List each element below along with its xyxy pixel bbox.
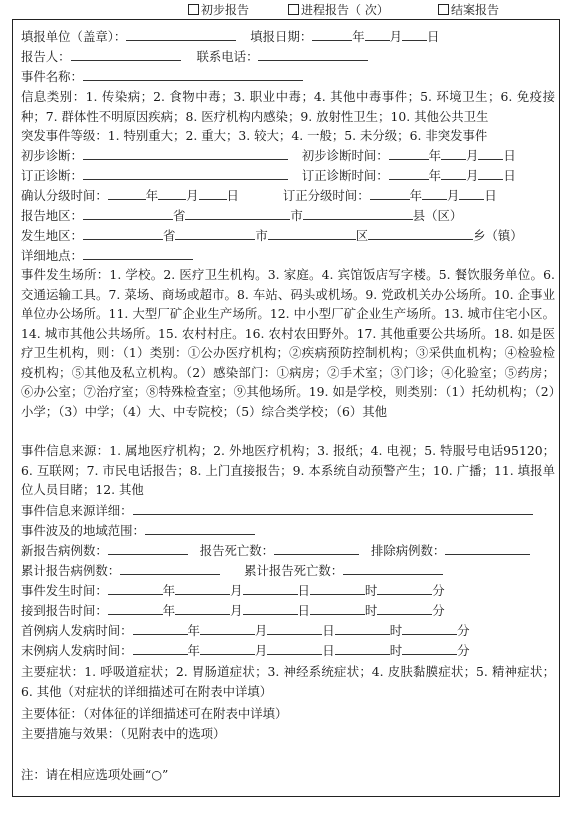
event-month[interactable]: [175, 584, 230, 595]
last-onset-day[interactable]: [267, 644, 322, 655]
phone-field[interactable]: [258, 50, 368, 61]
confirm-level-year[interactable]: [108, 189, 146, 200]
detail-address-field[interactable]: [83, 249, 193, 260]
row-area-scope: 事件波及的地域范围：: [21, 521, 555, 541]
revised-diagnosis-day[interactable]: [478, 169, 503, 180]
event-level: 突发事件等级：1. 特别重大；2. 重大；3. 较大；4. 一般；5. 未分级；6. 非突发事件: [21, 128, 488, 143]
info-category: 信息类别：1. 传染病；2. 食物中毒；3. 职业中毒；4. 其他中毒事件；5. 环境卫生；6. 免疫接种；7. 群体性不明原因疾病；8. 医疗机构内感染；9. 放射性卫生；10. 其他公共卫生: [21, 89, 555, 124]
initial-diagnosis-month[interactable]: [441, 149, 466, 160]
main-signs: 主要体征：（对体征的详细描述可在附表中详填）: [21, 706, 288, 721]
row-unit-date: 填报单位（盖章）： 填报日期： 年 月 日: [21, 29, 440, 44]
row-source-detail: 事件信息来源详细：: [21, 501, 555, 521]
row-last-onset: 末例病人发病时间： 年 月 日 时 分: [21, 643, 470, 658]
row-first-onset: 首例病人发病时间： 年 月 日 时 分: [21, 623, 470, 638]
fill-year-field[interactable]: [312, 30, 352, 41]
fill-month-field[interactable]: [365, 30, 390, 41]
received-year[interactable]: [108, 604, 163, 615]
received-month[interactable]: [175, 604, 230, 615]
confirm-level-month[interactable]: [158, 189, 186, 200]
initial-report-option[interactable]: 初步报告: [188, 1, 249, 18]
first-onset-hour[interactable]: [335, 624, 390, 635]
main-measures: 主要措施与效果：（见附表中的选项）: [21, 726, 226, 741]
event-name-field[interactable]: [83, 70, 303, 81]
event-place: 事件发生场所：1. 学校。2. 医疗卫生机构。3. 家庭。4. 宾馆饭店写字楼。5. 餐饮服务单位。6. 交通运输工具。7. 菜场、商场或超市。8. 车站、码头或机场。9. 党政机关办公场所。10. 企事业单位办公场所。11. 大型厂矿企业生产场所。12. 中小型厂矿企业生产场所。13. 城市住宅小区。14. 城市其他公共场所。15. 农村村庄。16. 农村农田野外。17. 其他重要公共场所。18. 如是医疗卫生机构，则：（1）类别：①公办医疗机构；②疾病预防控制机构；③采供血机构；④检验检疫机构；⑤其他及私立机构。（2）感染部门：①病房；②手术室；③门诊；④化验室；⑤药房；⑥办公室；⑦治疗室；⑧特殊检查室；⑨其他场所。19. 如是学校，则类别：（1）托幼机构；（2）小学；（3）中学；（4）大、中专院校；（5）综合类学校；（6）其他: [21, 267, 555, 419]
revised-diagnosis-field[interactable]: [83, 169, 288, 180]
new-deaths-field[interactable]: [274, 544, 359, 555]
checkbox-icon[interactable]: [188, 4, 199, 15]
row-detail-address: 详细地点：: [21, 246, 555, 266]
report-county-field[interactable]: [303, 209, 413, 220]
event-report-form: [12, 19, 560, 797]
phone-label: 联系电话：: [196, 49, 259, 64]
row-initial-diagnosis: 初步诊断： 初步诊断时间： 年 月 日: [21, 148, 516, 163]
confirm-level-day[interactable]: [199, 189, 227, 200]
info-source: 事件信息来源：1. 属地医疗机构；2. 外地医疗机构；3. 报纸；4. 电视；5. 特服号电话95120；6. 互联网；7. 市民电话报告；8. 上门直接报告；9. 本系统自动预警产生；10. 广播；11. 填报单位人员目睹；12. 其他: [21, 443, 555, 497]
excluded-cases-field[interactable]: [445, 544, 530, 555]
event-year[interactable]: [108, 584, 163, 595]
reporting-unit-label: 填报单位（盖章）：: [21, 29, 127, 44]
occur-township-field[interactable]: [368, 229, 473, 240]
initial-diagnosis-year[interactable]: [389, 149, 429, 160]
received-hour[interactable]: [310, 604, 365, 615]
row-reporter: [21, 47, 555, 67]
row-received-time: 接到报告时间： 年 月 日 时 分: [21, 603, 445, 618]
event-minute[interactable]: [377, 584, 432, 595]
final-report-option[interactable]: 结案报告: [438, 1, 499, 18]
footnote: 注：请在相应选项处画“○”: [21, 767, 169, 782]
last-onset-month[interactable]: [200, 644, 255, 655]
cum-cases-field[interactable]: [120, 564, 220, 575]
row-cumulative: 累计报告病例数： 累计报告死亡数：: [21, 561, 555, 581]
reporter-label: 报告人：: [21, 49, 71, 64]
first-onset-day[interactable]: [267, 624, 322, 635]
row-new-cases: 新报告病例数： 报告死亡数： 排除病例数：: [21, 541, 555, 561]
main-symptoms: 主要症状：1. 呼吸道症状；2. 胃肠道症状；3. 神经系统症状；4. 皮肤黏膜症状；5. 精神症状；6. 其他（对症状的详细描述可在附表中详填）: [21, 664, 555, 699]
event-day[interactable]: [243, 584, 298, 595]
received-day[interactable]: [243, 604, 298, 615]
revised-level-month[interactable]: [422, 189, 447, 200]
new-cases-field[interactable]: [108, 544, 188, 555]
revised-diagnosis-month[interactable]: [441, 169, 466, 180]
area-scope-field[interactable]: [145, 524, 255, 535]
occur-district-field[interactable]: [268, 229, 356, 240]
row-event-name: [21, 67, 555, 87]
last-onset-minute[interactable]: [402, 644, 457, 655]
row-level-times: 确认分级时间： 年 月 日 订正分级时间： 年 月 日: [21, 188, 497, 203]
last-onset-year[interactable]: [133, 644, 188, 655]
event-hour[interactable]: [310, 584, 365, 595]
report-type-options: [0, 0, 575, 18]
report-city-field[interactable]: [185, 209, 290, 220]
received-minute[interactable]: [377, 604, 432, 615]
cum-deaths-field[interactable]: [343, 564, 443, 575]
reporter-field[interactable]: [71, 50, 181, 61]
checkbox-icon[interactable]: [438, 4, 449, 15]
revised-diagnosis-year[interactable]: [389, 169, 429, 180]
checkbox-icon[interactable]: [288, 4, 299, 15]
occur-city-field[interactable]: [175, 229, 255, 240]
event-name-label: 事件名称：: [21, 69, 83, 84]
report-province-field[interactable]: [83, 209, 173, 220]
revised-level-day[interactable]: [459, 189, 484, 200]
row-occur-area: 发生地区： 省 市 区 乡（镇）: [21, 228, 523, 243]
row-event-time: 事件发生时间： 年 月 日 时 分: [21, 583, 445, 598]
row-report-area: 报告地区： 省 市 县（区）: [21, 208, 463, 223]
first-onset-minute[interactable]: [402, 624, 457, 635]
first-onset-year[interactable]: [133, 624, 188, 635]
fill-day-field[interactable]: [402, 30, 427, 41]
first-onset-month[interactable]: [200, 624, 255, 635]
revised-level-year[interactable]: [370, 189, 410, 200]
source-detail-field[interactable]: [133, 504, 533, 515]
reporting-unit-field[interactable]: [126, 30, 236, 41]
initial-diagnosis-field[interactable]: [83, 149, 288, 160]
occur-province-field[interactable]: [83, 229, 163, 240]
progress-report-option[interactable]: 进程报告（ 次）: [288, 1, 389, 18]
last-onset-hour[interactable]: [335, 644, 390, 655]
initial-diagnosis-day[interactable]: [478, 149, 503, 160]
row-revised-diagnosis: 订正诊断： 订正诊断时间： 年 月 日: [21, 168, 516, 183]
fill-date-label: 填报日期：: [250, 29, 313, 44]
